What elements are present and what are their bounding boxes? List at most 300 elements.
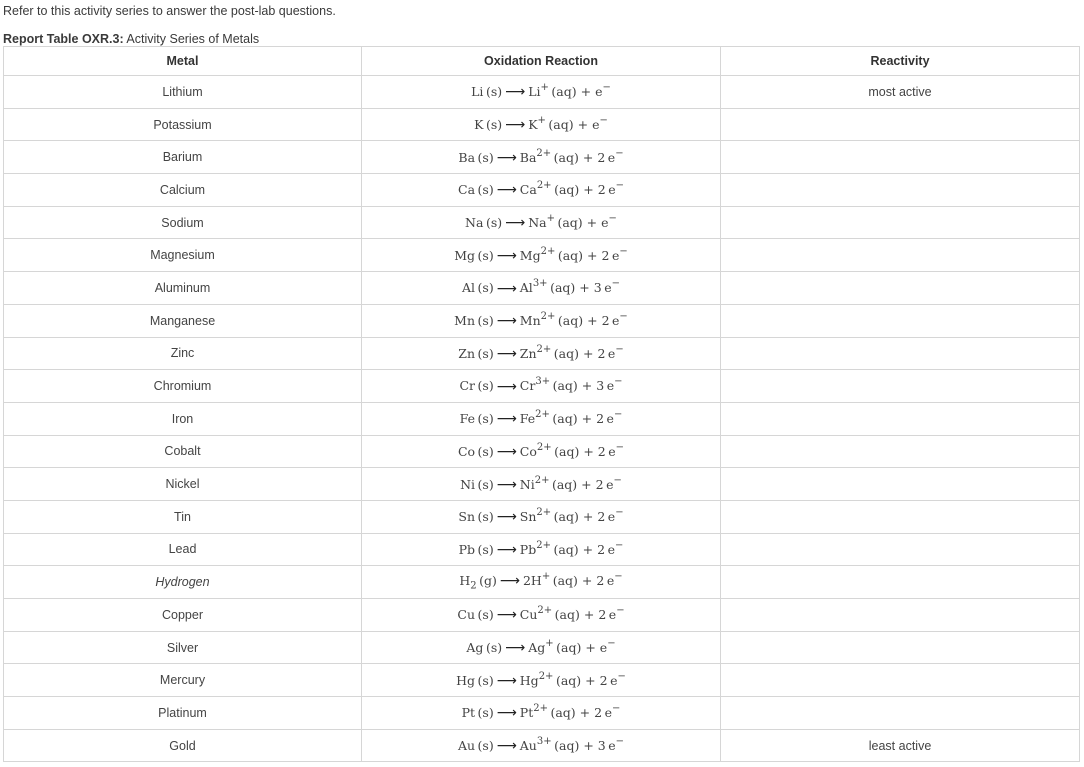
product-ion: Ag (528, 640, 546, 656)
table-row (4, 500, 1080, 533)
product-ion: Au (519, 738, 537, 754)
ion-charge: 2+ (536, 539, 551, 551)
metal-name: Cobalt (4, 435, 362, 468)
reactant: Cr (459, 378, 476, 394)
electron-charge: − (619, 245, 628, 257)
electron: e (606, 411, 614, 427)
electron: e (601, 215, 609, 231)
arrow-icon: ⟶ (496, 378, 517, 395)
table-row (4, 76, 1080, 109)
table-row (4, 370, 1080, 403)
electron-count: 2 (601, 247, 610, 263)
plus-sign: + (580, 84, 592, 100)
electron-charge: − (615, 441, 625, 453)
reactant-state: (s) (485, 215, 503, 231)
product-ion: Pb (519, 542, 537, 558)
electron-count: 3 (596, 378, 605, 394)
electron-count: 2 (598, 607, 607, 623)
electron: e (606, 378, 615, 394)
reactant: Ca (458, 182, 476, 198)
electron-count: 2 (597, 443, 606, 459)
electron: e (608, 738, 616, 754)
plus-sign: + (581, 573, 593, 589)
reactant: Na (465, 215, 484, 231)
arrow-icon: ⟶ (496, 607, 517, 624)
table-row (4, 239, 1080, 272)
reactivity-label (721, 304, 1080, 337)
electron-count: 2 (601, 313, 610, 329)
table-row (4, 468, 1080, 501)
electron-charge: − (616, 605, 625, 617)
product-ion: Fe (519, 411, 536, 427)
arrow-icon: ⟶ (496, 313, 517, 330)
ion-state: (aq) (557, 313, 584, 329)
electron: e (606, 476, 614, 492)
table-row (4, 304, 1080, 337)
table-row (4, 272, 1080, 305)
electron-charge: − (608, 213, 617, 225)
oxidation-reaction (362, 239, 721, 272)
oxidation-reaction (362, 108, 721, 141)
arrow-icon: ⟶ (496, 705, 517, 722)
metal-name: Iron (4, 402, 362, 435)
ion-state: (aq) (554, 443, 580, 459)
metal-name: Chromium (4, 370, 362, 403)
table-row (4, 533, 1080, 566)
reactant-state: (s) (485, 117, 503, 133)
reactivity-label (721, 533, 1080, 566)
ion-state: (aq) (555, 672, 582, 688)
plus-sign: + (583, 607, 595, 623)
table-row (4, 206, 1080, 239)
reactant-state: (s) (477, 411, 494, 427)
table-row (4, 599, 1080, 632)
header-reaction: Oxidation Reaction (362, 47, 721, 76)
ion-state: (aq) (553, 509, 579, 525)
ion-state: (aq) (552, 378, 578, 394)
table-row (4, 566, 1080, 599)
ion-state: (aq) (552, 411, 578, 427)
metal-name: Lead (4, 533, 362, 566)
oxidation-reaction (362, 337, 721, 370)
ion-charge: 2+ (538, 670, 554, 682)
ion-charge: 3+ (536, 736, 552, 748)
electron: e (611, 247, 620, 263)
reactant: H (459, 573, 471, 589)
product-ion: Mg (519, 247, 541, 263)
reactivity-label (721, 631, 1080, 664)
reactivity-label (721, 468, 1080, 501)
table-row (4, 631, 1080, 664)
product-ion: Na (528, 215, 547, 231)
electron: e (607, 345, 616, 361)
ion-coefficient: 2 (522, 573, 531, 589)
electron-charge: − (607, 637, 616, 649)
ion-charge: 2+ (536, 507, 552, 519)
product-ion: Ca (519, 182, 537, 198)
electron: e (592, 117, 600, 133)
plus-sign: + (587, 247, 598, 263)
ion-charge: 2+ (536, 147, 552, 159)
electron-count: 2 (594, 705, 603, 721)
arrow-icon: ⟶ (496, 149, 517, 166)
reactant: Hg (456, 672, 476, 688)
product-ion: Ba (519, 149, 537, 165)
electron: e (604, 280, 612, 296)
reactant-state: (s) (477, 443, 494, 459)
plus-sign: + (579, 705, 591, 721)
reactant-state: (g) (479, 573, 497, 589)
metal-name: Platinum (4, 697, 362, 730)
reactant: Sn (458, 509, 476, 525)
reactant: Mn (454, 313, 476, 329)
table-caption (3, 32, 259, 46)
reactant: Pb (458, 542, 476, 558)
electron-charge: − (619, 311, 628, 323)
oxidation-reaction (362, 272, 721, 305)
ion-charge: 2+ (536, 441, 552, 453)
electron-count: 2 (597, 542, 606, 558)
plus-sign: + (579, 280, 590, 296)
product-ion: Al (519, 280, 533, 296)
reactant: Mg (454, 247, 476, 263)
reactant: Fe (459, 411, 476, 427)
metal-name: Copper (4, 599, 362, 632)
reactant-state: (s) (477, 182, 494, 198)
arrow-icon: ⟶ (496, 738, 517, 755)
reactant-subscript: 2 (470, 580, 477, 592)
reactant-state: (s) (477, 607, 494, 623)
metal-name: Silver (4, 631, 362, 664)
electron-charge: − (599, 114, 608, 126)
electron: e (607, 542, 615, 558)
metal-name: Nickel (4, 468, 362, 501)
ion-charge: + (546, 213, 555, 225)
reactant-state: (s) (477, 378, 494, 394)
intro-text: Refer to this activity series to answer the post-lab questions. (3, 4, 336, 18)
product-ion: Hg (519, 672, 539, 688)
arrow-icon: ⟶ (496, 443, 517, 460)
electron: e (608, 443, 616, 459)
table-row (4, 697, 1080, 730)
electron-charge: − (615, 343, 624, 355)
metal-name: Manganese (4, 304, 362, 337)
reactant-state: (s) (485, 640, 503, 656)
arrow-icon: ⟶ (496, 672, 517, 689)
metal-name: Aluminum (4, 272, 362, 305)
electron-charge: − (615, 180, 624, 192)
plus-sign: + (583, 443, 594, 459)
oxidation-reaction (362, 697, 721, 730)
arrow-icon: ⟶ (496, 247, 517, 264)
electron: e (607, 509, 616, 525)
reactivity-label (721, 435, 1080, 468)
reactant-state: (s) (477, 313, 494, 329)
ion-charge: + (545, 637, 554, 649)
metal-name: Calcium (4, 174, 362, 207)
reactant: Ag (466, 640, 484, 656)
reactivity-label (721, 664, 1080, 697)
ion-state: (aq) (550, 280, 576, 296)
arrow-icon: ⟶ (496, 476, 517, 493)
oxidation-reaction (362, 206, 721, 239)
table-row (4, 402, 1080, 435)
activity-series-table (3, 46, 1080, 762)
metal-name: Hydrogen (4, 566, 362, 599)
product-ion: Cr (519, 378, 536, 394)
oxidation-reaction (362, 370, 721, 403)
header-metal: Metal (4, 47, 362, 76)
reactant-state: (s) (485, 84, 503, 100)
electron-charge: − (614, 539, 624, 551)
reactant-state: (s) (477, 672, 494, 688)
electron-count: 2 (597, 149, 606, 165)
ion-state: (aq) (554, 738, 580, 754)
ion-state: (aq) (553, 345, 579, 361)
electron: e (604, 705, 612, 721)
oxidation-reaction (362, 76, 721, 109)
ion-state: (aq) (551, 476, 578, 492)
reactant: Co (457, 443, 476, 459)
reactivity-label (721, 370, 1080, 403)
ion-charge: 3+ (532, 278, 548, 290)
ion-charge: 2+ (535, 409, 550, 421)
caption-title: Activity Series of Metals (126, 32, 260, 46)
ion-state: (aq) (554, 182, 580, 198)
electron-charge: − (617, 670, 626, 682)
electron-charge: − (612, 703, 621, 715)
metal-name: Magnesium (4, 239, 362, 272)
electron-charge: − (615, 147, 624, 159)
reactivity-label (721, 141, 1080, 174)
oxidation-reaction (362, 566, 721, 599)
plus-sign: + (582, 542, 594, 558)
reactant-state: (s) (477, 509, 494, 525)
arrow-icon: ⟶ (505, 215, 526, 232)
reactant: Au (457, 738, 476, 754)
oxidation-reaction (362, 500, 721, 533)
plus-sign: + (581, 378, 593, 394)
electron-charge: − (614, 571, 623, 583)
oxidation-reaction (362, 468, 721, 501)
plus-sign: + (582, 149, 594, 165)
oxidation-reaction (362, 402, 721, 435)
electron-charge: − (613, 474, 622, 486)
table-row (4, 435, 1080, 468)
ion-charge: 2+ (540, 311, 556, 323)
ion-charge: 2+ (537, 605, 553, 617)
product-ion: K (528, 117, 538, 133)
plus-sign: + (587, 313, 598, 329)
electron-charge: − (613, 409, 623, 421)
ion-charge: 3+ (535, 376, 551, 388)
reactivity-label (721, 500, 1080, 533)
reactivity-label: least active (721, 729, 1080, 762)
reactivity-label (721, 566, 1080, 599)
arrow-icon: ⟶ (496, 280, 517, 297)
electron-count: 3 (597, 738, 606, 754)
arrow-icon: ⟶ (496, 411, 517, 428)
reactant-state: (s) (477, 542, 494, 558)
ion-charge: 2+ (540, 245, 556, 257)
electron: e (610, 672, 618, 688)
reactant: Li (471, 84, 484, 100)
table-row (4, 664, 1080, 697)
reactivity-label (721, 697, 1080, 730)
metal-name: Gold (4, 729, 362, 762)
arrow-icon: ⟶ (496, 345, 517, 362)
metal-name: Zinc (4, 337, 362, 370)
product-ion: Co (519, 443, 537, 459)
ion-state: (aq) (557, 247, 584, 263)
electron-count: 2 (597, 182, 606, 198)
electron: e (608, 607, 617, 623)
electron-count: 2 (596, 411, 605, 427)
electron-count: 3 (593, 280, 602, 296)
header-row (4, 47, 1080, 76)
table-row (4, 337, 1080, 370)
arrow-icon: ⟶ (505, 117, 526, 134)
product-ion: Li (528, 84, 541, 100)
electron: e (599, 640, 608, 656)
oxidation-reaction (362, 435, 721, 468)
product-ion: Sn (519, 509, 537, 525)
reactant-state: (s) (477, 280, 494, 296)
reactivity-label (721, 206, 1080, 239)
arrow-icon: ⟶ (499, 573, 520, 590)
electron: e (607, 149, 616, 165)
electron-count: 2 (597, 345, 606, 361)
electron-count: 2 (595, 476, 604, 492)
ion-charge: + (541, 571, 551, 583)
reactant: Zn (458, 345, 476, 361)
oxidation-reaction (362, 599, 721, 632)
ion-charge: + (537, 114, 546, 126)
ion-charge: + (540, 82, 549, 94)
arrow-icon: ⟶ (496, 182, 517, 199)
reactant: Pt (461, 705, 476, 721)
ion-state: (aq) (550, 705, 576, 721)
table-row (4, 108, 1080, 141)
product-ion: Ni (519, 476, 535, 492)
reactivity-label (721, 272, 1080, 305)
metal-name: Potassium (4, 108, 362, 141)
arrow-icon: ⟶ (505, 84, 526, 101)
caption-label: Report Table OXR.3: (3, 32, 124, 46)
plus-sign: + (583, 182, 594, 198)
ion-state: (aq) (553, 149, 579, 165)
ion-charge: 2+ (536, 343, 552, 355)
plus-sign: + (577, 117, 589, 133)
reactivity-label (721, 108, 1080, 141)
reactant-state: (s) (477, 476, 494, 492)
reactant-state: (s) (477, 149, 494, 165)
product-ion: Mn (519, 313, 541, 329)
plus-sign: + (583, 738, 594, 754)
ion-charge: 2+ (536, 180, 552, 192)
reactant: K (474, 117, 484, 133)
table-row (4, 141, 1080, 174)
electron-charge: − (615, 736, 625, 748)
reactivity-label (721, 402, 1080, 435)
reactant-state: (s) (477, 738, 494, 754)
arrow-icon: ⟶ (496, 509, 517, 526)
arrow-icon: ⟶ (505, 640, 526, 657)
metal-name: Lithium (4, 76, 362, 109)
ion-charge: 2+ (533, 703, 548, 715)
ion-state: (aq) (553, 542, 579, 558)
reactivity-label (721, 337, 1080, 370)
electron-count: 2 (596, 573, 605, 589)
product-ion: Pt (519, 705, 534, 721)
ion-charge: 2+ (534, 474, 550, 486)
ion-state: (aq) (552, 573, 578, 589)
product-ion: H (530, 573, 542, 589)
header-reactivity: Reactivity (721, 47, 1080, 76)
electron: e (608, 182, 616, 198)
reactivity-label (721, 599, 1080, 632)
reactant-state: (s) (477, 345, 494, 361)
oxidation-reaction (362, 729, 721, 762)
oxidation-reaction (362, 304, 721, 337)
ion-state: (aq) (557, 215, 583, 231)
reactivity-label (721, 239, 1080, 272)
oxidation-reaction (362, 664, 721, 697)
electron-charge: − (602, 82, 611, 94)
plus-sign: + (586, 215, 598, 231)
plus-sign: + (582, 509, 594, 525)
electron: e (606, 573, 615, 589)
metal-name: Mercury (4, 664, 362, 697)
reactant-state: (s) (477, 705, 494, 721)
electron-charge: − (614, 376, 623, 388)
metal-name: Sodium (4, 206, 362, 239)
metal-name: Barium (4, 141, 362, 174)
reactant: Al (462, 280, 476, 296)
reactant: Cu (457, 607, 476, 623)
plus-sign: + (585, 640, 596, 656)
electron-count: 2 (599, 672, 608, 688)
table-row (4, 729, 1080, 762)
product-ion: Zn (519, 345, 537, 361)
plus-sign: + (581, 411, 593, 427)
arrow-icon: ⟶ (496, 542, 517, 559)
ion-state: (aq) (556, 640, 582, 656)
ion-state: (aq) (554, 607, 580, 623)
reactant-state: (s) (477, 247, 494, 263)
plus-sign: + (585, 672, 596, 688)
ion-state: (aq) (548, 117, 574, 133)
ion-state: (aq) (551, 84, 577, 100)
reactivity-label (721, 174, 1080, 207)
plus-sign: + (581, 476, 592, 492)
oxidation-reaction (362, 533, 721, 566)
plus-sign: + (582, 345, 594, 361)
reactant: Ni (460, 476, 476, 492)
metal-name: Tin (4, 500, 362, 533)
oxidation-reaction (362, 631, 721, 664)
reactant: Ba (458, 149, 476, 165)
oxidation-reaction (362, 174, 721, 207)
table-row (4, 174, 1080, 207)
electron: e (612, 313, 620, 329)
electron-charge: − (611, 278, 620, 290)
oxidation-reaction (362, 141, 721, 174)
electron: e (595, 84, 603, 100)
product-ion: Cu (519, 607, 538, 623)
electron-charge: − (615, 507, 624, 519)
reactivity-label: most active (721, 76, 1080, 109)
